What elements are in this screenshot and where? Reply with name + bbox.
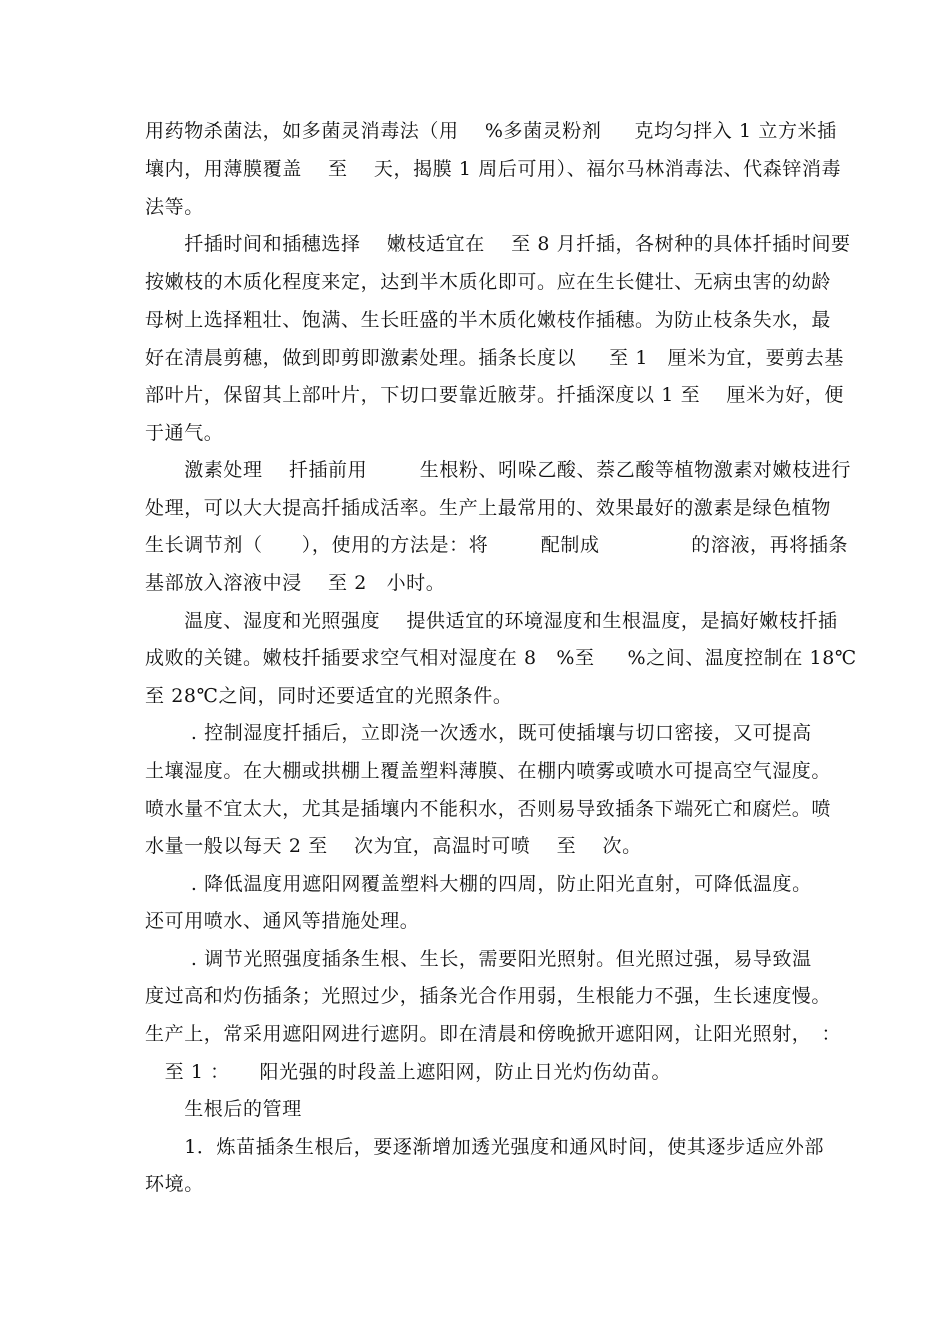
text-line: . 控制湿度扦插后，立即浇一次透水，既可使插壤与切口密接，又可提高 [145,722,812,744]
text-line: 生长调节剂（ ），使用的方法是：将 配制成 的溶液，再将插条 [145,534,849,556]
text-line: 按嫩枝的木质化程度来定，达到半木质化即可。应在生长健壮、无病虫害的幼龄 [145,271,832,293]
text-line: 基部放入溶液中浸 至 2 小时。 [145,572,446,594]
text-line: 至 1 ： 阳光强的时段盖上遮阳网，防止日光灼伤幼苗。 [145,1061,672,1083]
text-line: 喷水量不宜太大，尤其是插壤内不能积水，否则易导致插条下端死亡和腐烂。喷 [145,798,832,820]
text-line: 至 28℃之间，同时还要适宜的光照条件。 [145,685,513,707]
text-line: 温度、湿度和光照强度 提供适宜的环境湿度和生根温度，是搞好嫩枝扦插 [145,610,838,632]
text-line: 土壤湿度。在大棚或拱棚上覆盖塑料薄膜、在棚内喷雾或喷水可提高空气湿度。 [145,760,832,782]
text-line: 环境。 [145,1173,204,1195]
text-line: 母树上选择粗壮、饱满、生长旺盛的半木质化嫩枝作插穗。为防止枝条失水，最 [145,309,832,331]
text-line: 生根后的管理 [145,1098,302,1120]
text-line: 生产上，常采用遮阳网进行遮阴。即在清晨和傍晚掀开遮阳网，让阳光照射， ： [145,1023,842,1045]
text-line: 于通气。 [145,422,224,444]
text-line: . 调节光照强度插条生根、生长，需要阳光照射。但光照过强，易导致温 [145,948,812,970]
text-line: 还可用喷水、通风等措施处理。 [145,910,420,932]
text-line: 水量一般以每天 2 至 次为宜，高温时可喷 至 次。 [145,835,642,857]
text-line: 壤内，用薄膜覆盖 至 天，揭膜 1 周后可用）、福尔马林消毒法、代森锌消毒 [145,158,842,180]
text-line: 法等。 [145,196,204,218]
text-line: 用药物杀菌法，如多菌灵消毒法（用 %多菌灵粉剂 克均匀拌入 1 立方米插 [145,120,837,142]
text-line: 1．炼苗插条生根后，要逐渐增加透光强度和通风时间，使其逐步适应外部 [145,1136,825,1158]
text-line: 部叶片，保留其上部叶片，下切口要靠近腋芽。扦插深度以 1 至 厘米为好，便 [145,384,845,406]
text-line: 度过高和灼伤插条；光照过少，插条光合作用弱，生根能力不强，生长速度慢。 [145,985,832,1007]
text-line: . 降低温度用遮阳网覆盖塑料大棚的四周，防止阳光直射，可降低温度。 [145,873,812,895]
text-line: 好在清晨剪穗，做到即剪即激素处理。插条长度以 至 1 厘米为宜，要剪去基 [145,347,845,369]
text-line: 扦插时间和插穗选择 嫩枝适宜在 至 8 月扦插，各树种的具体扦插时间要 [145,233,851,255]
text-line: 成败的关键。嫩枝扦插要求空气相对湿度在 8 %至 %之间、温度控制在 18℃ [145,647,857,669]
text-line: 激素处理 扦插前用 生根粉、吲哚乙酸、萘乙酸等植物激素对嫩枝进行 [145,459,851,481]
text-line: 处理，可以大大提高扦插成活率。生产上最常用的、效果最好的激素是绿色植物 [145,497,832,519]
